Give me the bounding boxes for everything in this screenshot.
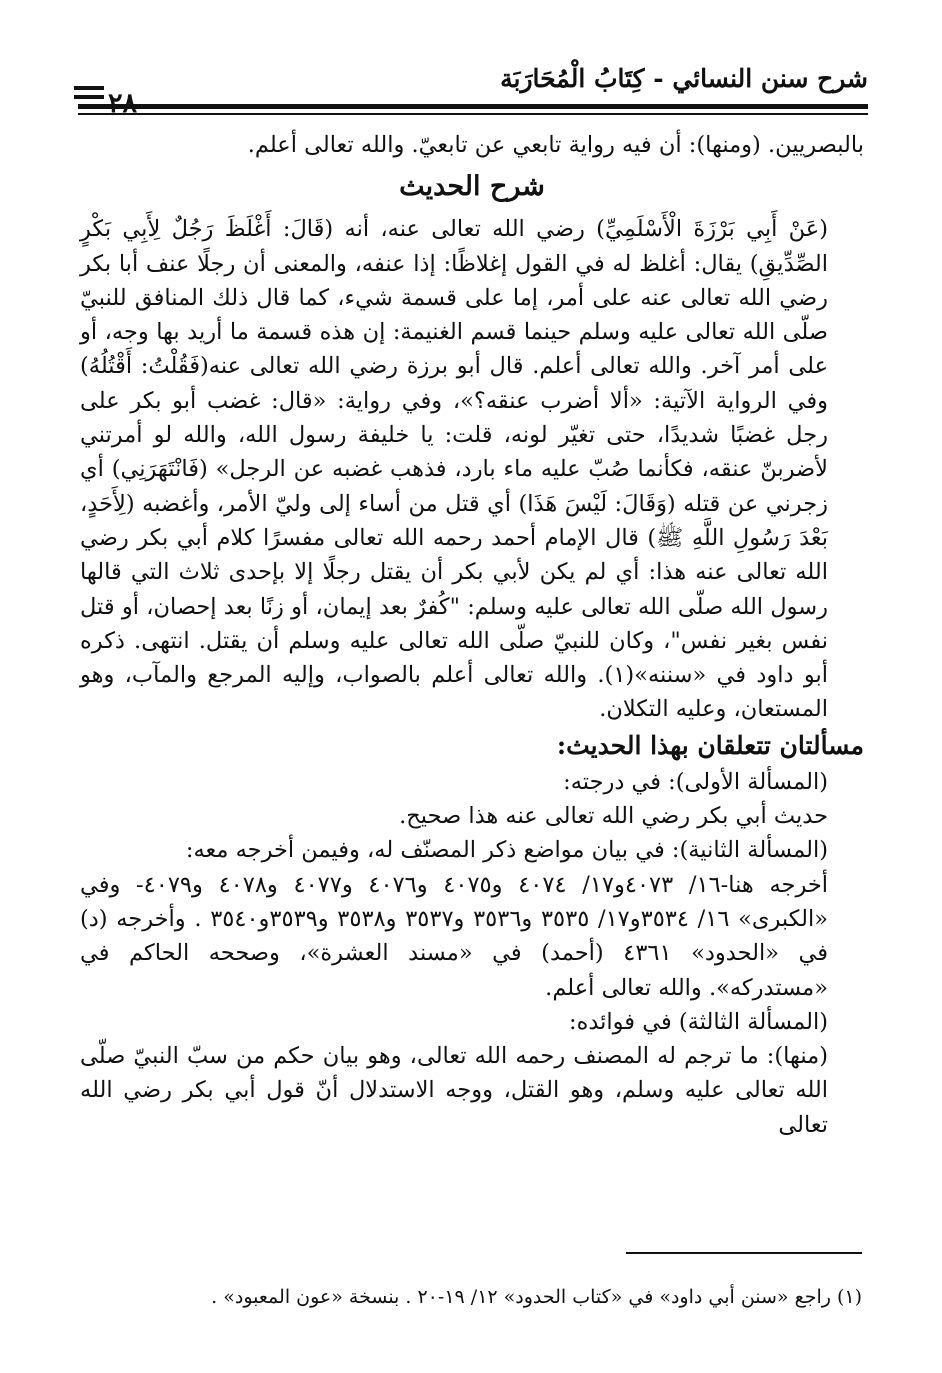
paragraph: بالبصريين. (ومنها): أن فيه رواية تابعي عن تابعيّ. والله تعالى أعلم. bbox=[247, 132, 864, 158]
body-text bbox=[80, 128, 864, 1142]
paragraph: (المسألة الأولى): في درجته: bbox=[563, 768, 828, 795]
paragraph: (منها): ما ترجم له المصنف رحمه الله تعالى، وهو بيان حكم من سبّ النبيّ صلّى الله تعالى عليه وسلم، وهو القتل، ووجه الاستدلال أنّ قول أبي بكر رضي الله تعالى bbox=[80, 1043, 828, 1138]
paragraph: حديث أبي بكر رضي الله تعالى عنه هذا صحيح. bbox=[399, 803, 828, 830]
decorative-bars bbox=[74, 86, 104, 104]
header-rule-thick bbox=[78, 104, 868, 109]
paragraph: أخرجه هنا-١٦/ ٤٠٧٣و١٧/ ٤٠٧٤ و٤٠٧٥ و٤٠٧٦ و٤٠٧٧ و٤٠٧٨ و٤٠٧٩- وفي «الكبرى» ١٦/ ٣٥٣٤و١٧/ ٣٥٣٥ و٣٥٣٦ و٣٥٣٧ و٣٥٣٨ و٣٥٣٩و٣٥٤٠ . وأخرجه (د) في «الحدود» ٤٣٦١ (أحمد) في «مسند العشرة»، وصححه الحاكم في «مستدركه». والله تعالى أعلم. bbox=[80, 871, 829, 1001]
running-title: شرح سنن النسائي - كِتَابُ الْمُحَارَبَة bbox=[500, 64, 868, 93]
paragraph: (المسألة الثالثة) في فوائده: bbox=[568, 1008, 828, 1035]
hadith-commentary: (عَنْ أَبِي بَرْزَةَ الْأَسْلَمِيِّ) رضي الله تعالى عنه، أنه (قَالَ: أَغْلَظَ رَجُلٌ لِأَبِي بَكْرٍ الصِّدِّيقِ) يقال: أغلظ له في القول إغلاظًا: إذا عنفه، والمعنى أن رجلًا عنف أبا بكر رضي الله تعالى عنه على أمر، إما على قسمة شيء، كما قال ذلك المنافق للنبيّ صلّى الله تعالى عليه وسلم حينما قسم الغنيمة: إن هذه قسمة ما أريد بها وجه، أو على أمر آخر. والله تعالى أعلم. قال أبو برزة رضي الله تعالى عنه(فَقُلْتُ: أَقْتُلُهُ) وفي الرواية الآتية: «ألا أضرب عنقه؟»، وفي رواية: «قال: غضب أبو بكر على رجل غضبًا شديدًا، حتى تغيّر لونه، قلت: يا خليفة رسول الله، والله لو أمرتني لأضربنّ عنقه، فكأنما صُبّ عليه ماء بارد، فذهب غضبه عن الرجل» (فَانْتَهَرَنِي) أي زجرني عن قتله (وَقَالَ: لَيْسَ هَذَا) أي قتل من أساء إلى وليّ الأمر، وأغضبه (لِأَحَدٍ، بَعْدَ رَسُولِ اللَّهِ ﷺ) قال الإمام أحمد رحمه الله تعالى مفسرًا كلام أبي بكر رضي الله تعالى عنه هذا: أي لم يكن لأبي بكر أن يقتل رجلًا إلا بإحدى ثلاث التي قالها رسول الله صلّى الله تعالى عليه وسلم: "كُفرٌ بعد إيمان، أو زنًا بعد إحصان، أو قتل نفس بغير نفس"، وكان للنبيّ صلّى الله تعالى عليه وسلم أن يقتل. انتهى. ذكره أبو داود في «سننه»(١). والله تعالى أعلم بالصواب، وإليه المرجع والمآب، وهو المستعان، وعليه التكلان. bbox=[80, 216, 828, 723]
footnote-rule bbox=[626, 1252, 862, 1254]
footnote: (١) راجع «سنن أبي داود» في «كتاب الحدود» ١٢/ ١٩-٢٠ . بنسخة «عون المعبود» . bbox=[211, 1286, 862, 1308]
section-heading: شرح الحديث bbox=[399, 171, 545, 203]
page-header bbox=[78, 58, 868, 110]
paragraph: (المسألة الثانية): في بيان مواضع ذكر المصنّف له، وفيمن أخرجه معه: bbox=[185, 837, 828, 864]
sub-heading: مسألتان تتعلقان بهذا الحديث: bbox=[556, 730, 864, 760]
header-rule-thin bbox=[78, 113, 868, 115]
